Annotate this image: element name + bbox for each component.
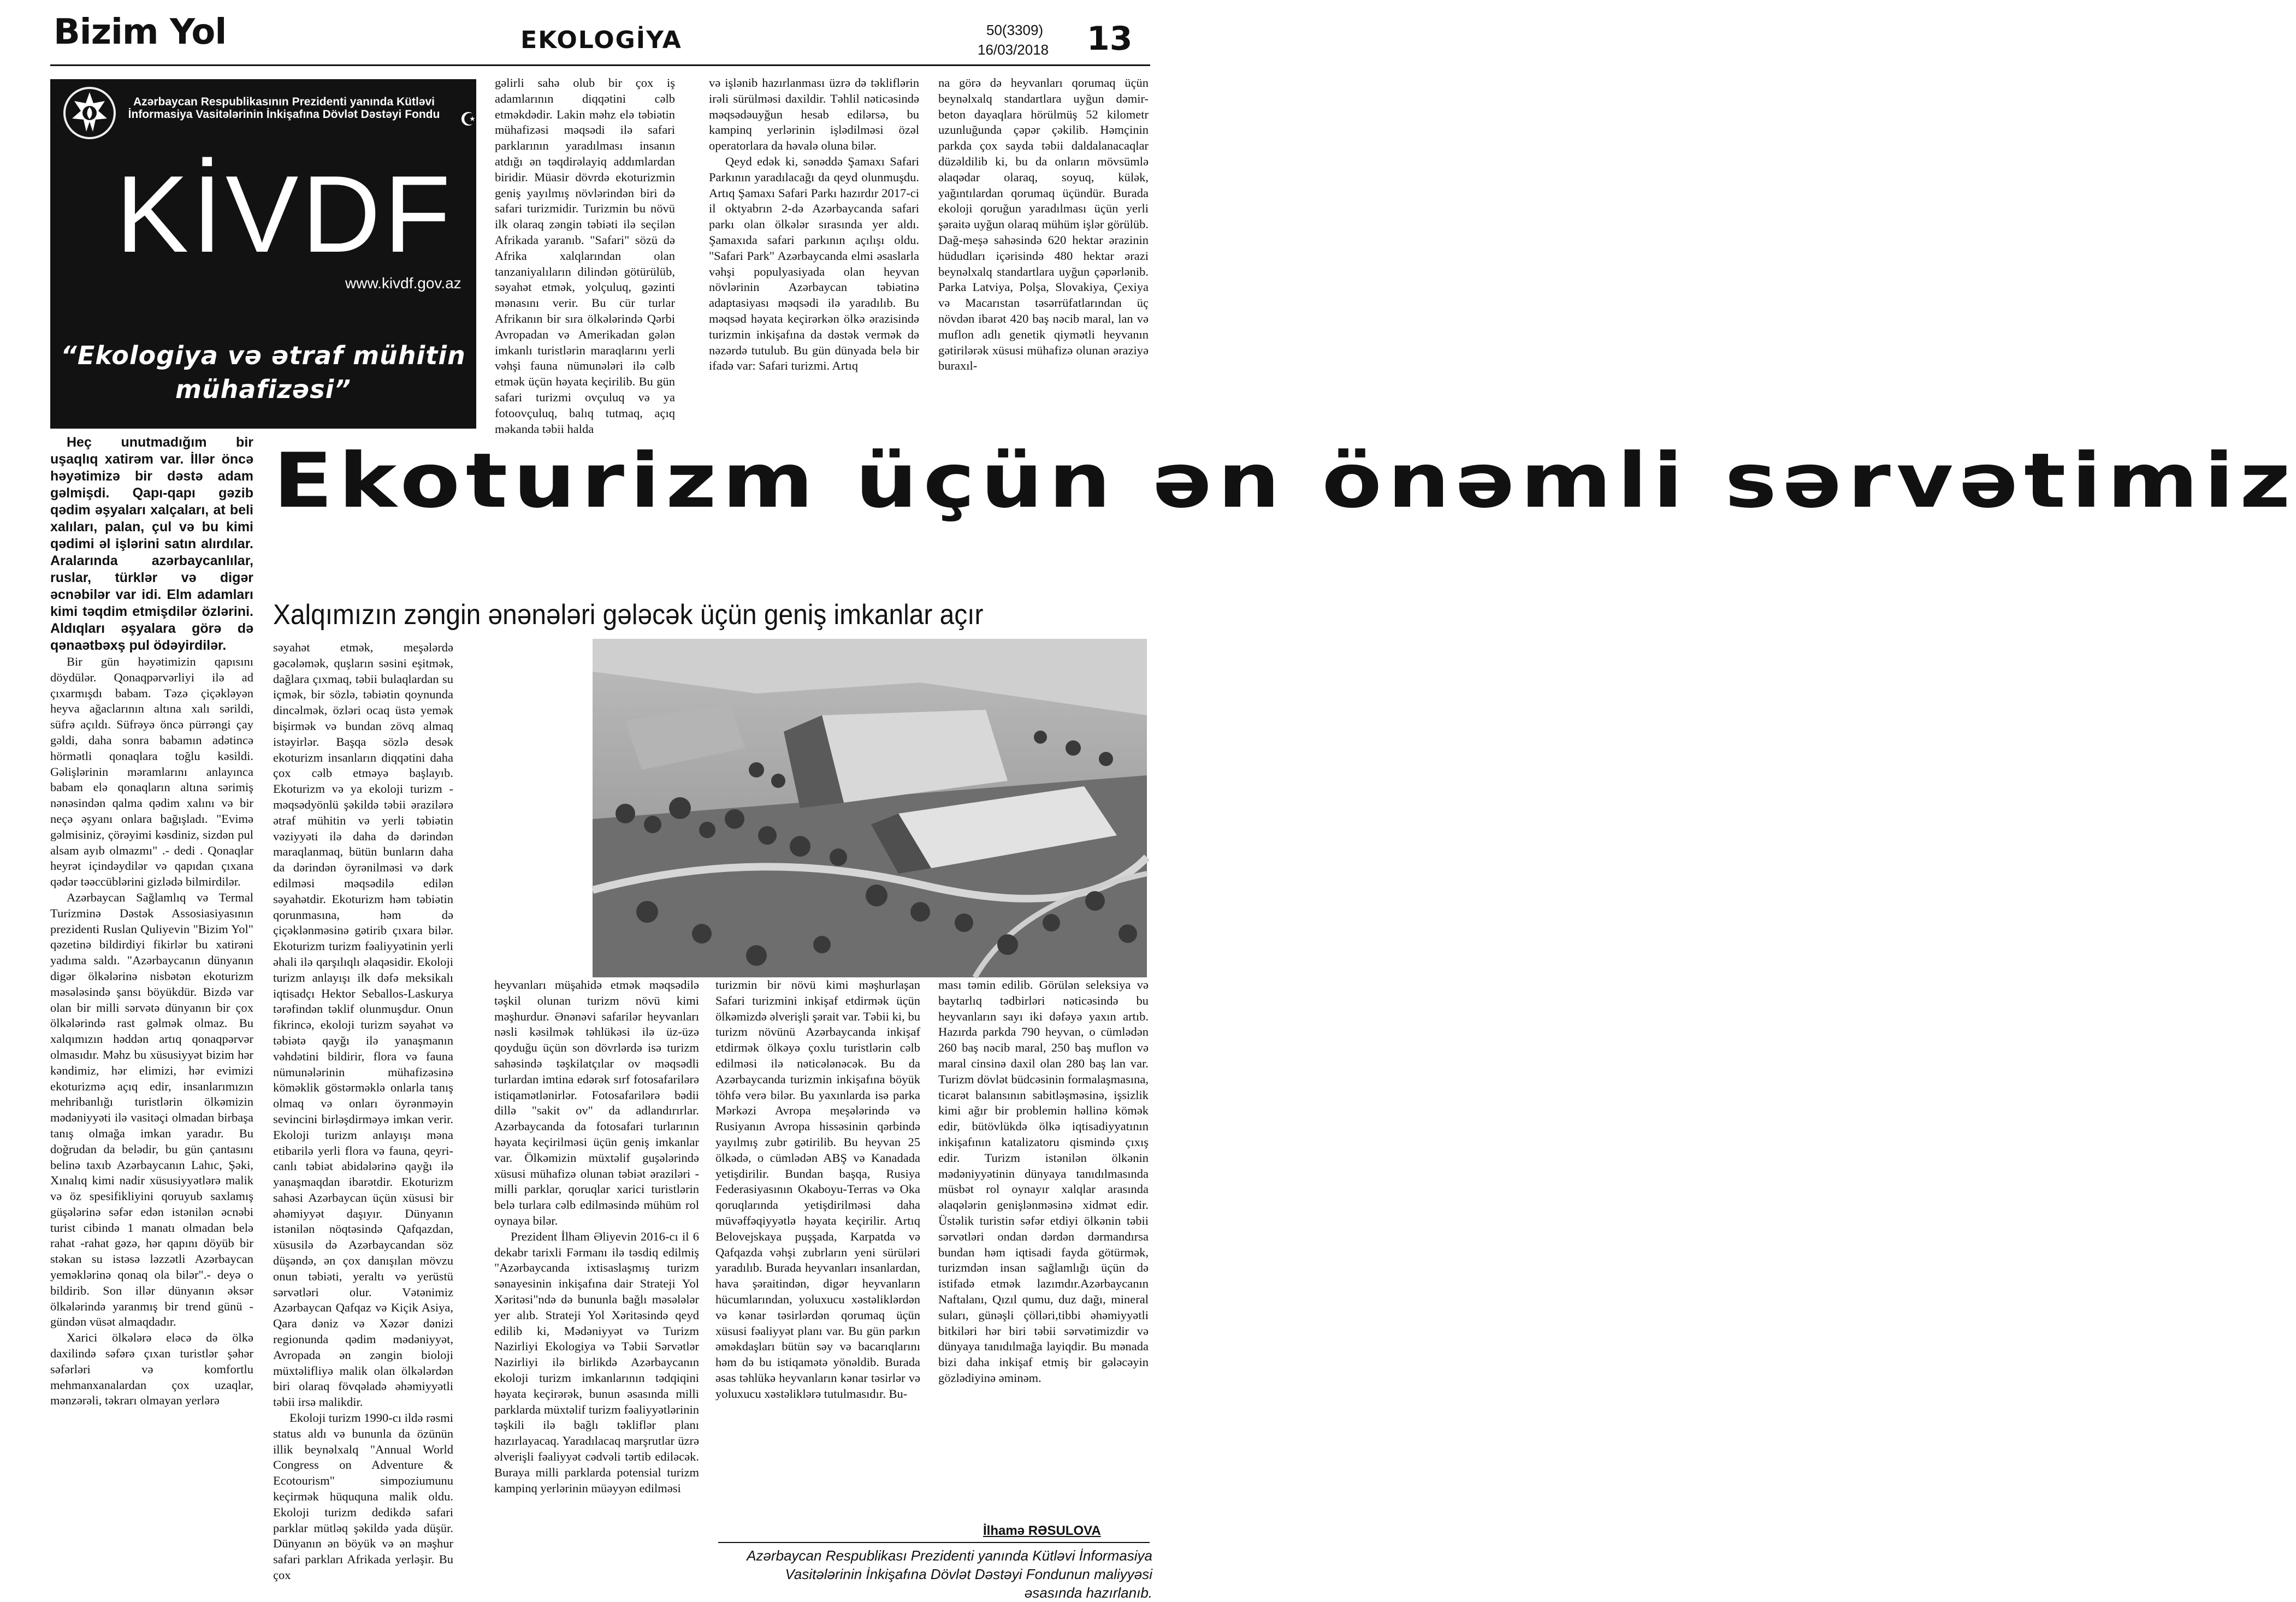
paragraph: na görə də heyvanları qorumaq üçün beynəlxalq standartlara uyğun dəmir-beton dayaqlara hörülmüş 52 kilometr uzunluğunda çəpər çəkilib. Həmçinin parkda çox sayda təbii daldalanacaqlar düzəldilib ki, bu da onların mövsümlə əlaqədar olaraq, soyuq, külək, yağıntılardan qorumaq üçündür. Burada ekoloji qoruğun yaradılması üçün yerli şəraitə uyğun olaraq mühüm işlər görülüb. Dağ-meşə sahəsində 620 hektar ərazinin hüdudları içərisində 480 hektar ərazi beynəlxalq standartlara uyğun çəpərlənib. Parka Latviya, Polşa, Slovakiya, Çexiya və Macarıstan təsərrüfatlarından üç növdən ibarət 420 baş nəcib maral, lan və muflon adlı genetik qiymətli heyvanın gətirilərək xüsusi mühafizə olunan əraziyə buraxıl- xyxy=(938,76,1149,373)
paragraph: Ekoloji turizm 1990-cı ildə rəsmi status aldı və bununla da özünün illik beynəlxalq "Annual World Congress on Adventure & Ecotourism" simpoziumunu keçirmək hüququna malik oldu. Ekoloji turizm dedikdə safari parklar mütləq şəkildə yada düşür. Dünyanın ən böyük və ən məşhur safari parkları Afrikada yerləşir. Bu çox xyxy=(273,1411,453,1582)
funding-note: Azərbaycan Respublikası Prezidenti yanında Kütləvi İnformasiya Vasitələrinin İnkişafına Dövlət Dəstəyi Fondunun maliyyəsi əsasında hazırlanıb. xyxy=(747,1547,1152,1601)
article-column-1 xyxy=(50,434,253,1529)
paragraph: Xarici ölkələrə eləcə də ölkə daxilində səfərə çıxan turistlər şəhər səfərləri və komfortlu mehmanxanalardan çox uzaqlar, mənzərəli, təkrarı olmayan yerlərə xyxy=(50,1331,253,1408)
article-column-4-top xyxy=(938,75,1149,428)
paragraph: gəlirli sahə olub bir çox iş adamlarının diqqətini cəlb etməkdədir. Lakin məhz elə təbiətin mühafizəsi məqsədi ilə safari parklarının yaradılması insanın atdığı ən təqdirəlayiq addımlardan biridir. Müasir dövrdə ekoturizmin geniş yayılmış növlərindən biri də safari turizmidir. Turizmin bu növü ilk olaraq zəngin təbiəti ilə seçilən Afrikada yaranıb. "Safari" sözü də Afrika xalqlarından olan tanzaniyalıların dilindən götürülüb, səyahət etmək, yolçuluq, gəzinti mənasını verir. Bu cür turlar Afrikanın bir sıra ölkələrində Qərbi Avropadan və Amerikadan gələn imkanlı turistlərin maraqlarını yerli vəhşi fauna nümunələri ilə cəlb etmək üçün həyata keçirilib. Bu gün safari turizmi ovçuluq və ya fotoovçuluq, balıq tutmaq, açıq məkanda təbii halda xyxy=(495,76,675,436)
kivdf-promo-box xyxy=(50,79,476,429)
paragraph: turizmin bir növü kimi məşhurlaşan Safari turizmini inkişaf etdirmək üçün ölkəmizdə əlverişli şərait var. Təbii ki, bu turizm növünü Azərbaycanda inkişaf etdirmək ölkəyə çoxlu turistlərin cəlb edilməsi ilə nəticələnəcək. Bu da Azərbaycanda turizmin inkişafına böyük töhfə verə bilər. Bu yaxınlarda isə parka Mərkəzi Avropa meşələrində və Rusiyanın Avropa hissəsinin qərbində yayılmış zubr gətirilib. Bu heyvan 25 ölkədə, o cümlədən ABŞ və Kanadada yetişdirilir. Bundan başqa, Rusiya Federasiyasının Okaboyu-Terras və Oka qoruqlarında yetişdirilməsi daha müvəffəqiyyətlə həyata keçirilir. Artıq Belovejskaya puşşada, Karpatda və Qafqazda vəhşi zubrların yeni sürüləri yaradılıb. Burada heyvanları insanlardan, hava şəraitindən, digər heyvanların hücumlarından, yoluxucu xəstəliklərdən və kənar təsirlərdən qorumaq üçün xüsusi fəaliyyət planı var. Bu gün parkın əməkdaşları bütün səy və bacarıqlarını həm də bu istiqamətə yönəldib. Burada əsas təhlükə heyvanların kənar təsirlər və yoluxucu xəstəliklərə tutulmasıdır. Bu- xyxy=(715,978,920,1401)
park-aerial-photo xyxy=(593,639,1147,977)
article-column-3-lower xyxy=(494,977,699,1542)
issue-date: 16/03/2018 xyxy=(978,41,1049,58)
article-subheadline: Xalqımızın zəngin ənənələri gələcək üçün geniş imkanlar açır xyxy=(273,599,984,631)
fund-name: Azərbaycan Respublikasının Prezidenti yanında Kütləvi İnformasiya Vasitələrinin İnkişafına Dövlət Dəstəyi Fondu xyxy=(128,96,440,121)
paragraph: Azərbaycan Sağlamlıq və Termal Turizminə Dəstək Assosiasiyasının prezidenti Ruslan Quliyevin "Bizim Yol" qəzetinə bildirdiyi fikirlər bu xatirəni yadıma saldı. "Azərbaycanın dünyanın digər ölkələrinə nisbətən ekoturizm məsələsində şansı böyükdür. Bizdə var olan bir milli sərvətə dünyanın bir çox ölkələrində rast gəlmək olmaz. Bu xalqımızın həddən artıq qonaqpərvər olmasıdır. Məhz bu xüsusiyyət bizim hər kəndimiz, hər elimizi, hər evimizi ekoturizmə açıq edir, insanlarımızın mehribanlığı turistlərin ölkəmizin mədəniyyəti ilə vasitəçi olmadan birbaşa tanış olmağa imkan yaradır. Bu doğrudan da belədir, bu gün çantasını belinə taxıb Azərbaycanın Lahıc, Şəki, Xınalıq kimi nadir xüsusiyyətlərə malik və öz spesifikliyini qoruyub saxlamış güşələrinə səfər edən istənilən əcnəbi turist cibində 1 manatı olmadan belə rahat -rahat gəzə, hər qapını döyüb bir stəkan su istəsə ləzzətli Azərbaycan yeməklərinə qonaq ola bilər".- deyə o bildirib. Son illər dünyanın əksər ölkələrində yaranmış bir trend günü -gündən vüsət almaqdadır. xyxy=(50,890,253,1329)
lead-paragraph: Heç unutmadığım bir uşaqlıq xatirəm var. İllər öncə həyətimizə bir dəstə adam gəlmişdi. Qapı-qapı gəzib qədim əşyaları xalçaları, at beli xalıları, palan, çul və bu kimi qədimi əl işlərini satın alırdılar. Aralarında azərbaycanlılar, ruslar, türklər və digər əcnəbilər var idi. Elm adamları kimi təqdim etmişdilər özlərini. Aldıqları əşyalara görə də qənaətbəxş pul ödəyirdilər. xyxy=(50,435,253,653)
paragraph: heyvanları müşahidə etmək məqsədilə təşkil olunan turizm növü kimi məşhurdur. Ənənəvi safarilər heyvanları nəsli kəsilmək təhlükəsi ilə üz-üzə qoyduğu üçün son dövrlərdə isə turizm sahəsində təşkilatçılar ov məqsədli turlardan imtina edərək sırf fotosafarilərə istiqamətlənirlər. Fotosafarilərə bədii dillə "sakit ov" da adlandırırlar. Azərbaycanda da fotosafari turlarının həyata keçirilməsi üçün geniş imkanlar var. Ölkəmizin müxtəlif guşələrində xüsusi mühafizə olunan təbiət əraziləri - milli parklar, qoruqlar xarici turistlərin belə turlara cəlb edilməsində mühüm rol oynaya bilər. xyxy=(494,978,699,1227)
paragraph: Qeyd edək ki, sənəddə Şamaxı Safari Parkının yaradılacağı da qeyd olunmuşdu. Artıq Şamaxı Safari Parkı hazırdır 2017-ci il oktyabrın 2-də Azərbaycanda safari parkı olan ölkələr sırasında yer aldı. Şamaxıda safari parkının açılışı oldu. "Safari Park" Azərbaycanda elmi əsaslarla vəhşi populyasiyada olan heyvan növlərinin Azərbaycan təbiətinə adaptasiyası məqsədi ilə yaradılıb. Bu məqsəd həyata keçirərkən ölkə ərazisində turizmin inkişafına da dəstək vermək də nəzərdə tutulub. Bu gün dünyada belə bir ifadə var: Safari turizmi. Artıq xyxy=(709,154,919,373)
promo-slogan: “Ekologiya və ətraf mühitin mühafizəsi” xyxy=(61,341,466,404)
paragraph: Prezident İlham Əliyevin 2016-cı il 6 dekabr tarixli Fərmanı ilə təsdiq edilmiş "Azərbaycanda ixtisaslaşmış turizm sənayesinin inkişafına dair Strateji Yol Xəritəsi"ndə də bununla bağlı məsələlər yer alıb. Strateji Yol Xəritəsində qeyd edilib ki, Mədəniyyət və Turizm Nazirliyi Ekologiya və Təbii Sərvətlər Nazirliyi ilə birlikdə Azərbaycanın ekoloji turizm imkanlarının tədqiqini həyata keçirərək, bunun əsasında milli parklarda müxtəlif turizm fəaliyyətlərinin təşkili ilə bağlı təkliflər planı hazırlayacaq. Yaradılacaq marşrutlar üzrə əlverişli fəaliyyət cədvəli tərtib ediləcək. Buraya milli parklarda potensial turizm kampinq yerlərinin müəyyən edilməsi xyxy=(494,1229,699,1495)
article-headline: Ekoturizm üçün ən önəmli sərvətimiz xyxy=(273,437,2296,525)
article-column-5-lower xyxy=(938,977,1149,1523)
author-byline: İlhamə RƏSULOVA xyxy=(983,1523,1101,1538)
article-column-2-lower xyxy=(273,640,453,1582)
footer-rule xyxy=(718,1542,1150,1543)
article-column-2-top xyxy=(495,75,675,436)
paragraph: Bir gün həyətimizin qapısını döydülər. Qonaqpərvərliyi ilə ad çıxarmışdı babam. Təzə çiçəkləyən heyva ağaclarının altına xalı sərildi, süfrə açıldı. Süfrəyə öncə pürrəngi çay gəldi, daha sonra babamın adətincə hörmətli qonaqlara toğlu kəsildi. Gəlişlərinin məramlarını anlayınca babam elə qonaqların altına sərimiş nənəsindən qalma qədim xalını və bir neçə əşyanı onlara bağışladı. "Evimə gəlmisiniz, çörəyimi kəsdiniz, sizdən pul alsam ayıb olmazmı" .- dedi . Qonaqlar heyrət içindəydilər və qapıdan çıxana qədər təəccüblərini gizlədə bilmirdilər. xyxy=(50,655,253,889)
paragraph: ması təmin edilib. Görülən seleksiya və baytarlıq tədbirləri nəticəsində bu heyvanların sayı iki dəfəyə yaxın artıb. Hazırda parkda 790 heyvan, o cümlədən 260 baş nəcib maral, 250 baş muflon və maral cinsinə daxil olan 280 baş lan var. Turizm dövlət büdcəsinin formalaşmasına, ticarət balansının sabitləşməsinə, işsizlik kimi ağır bir problemin həllinə kömək edir, bütövlükdə ölkə iqtisadiyyatının inkişafının katalizatoru qismində çıxış edir. Turizm istənilən ölkənin mədəniyyətinin dünyaya tanıdılmasında müsbət rol oynayır xalqlar arasında əlaqələrin genişlənməsinə xidmət edir. Üstəlik turistin səfər etdiyi ölkənin təbii sərvətləri ondan dərdən dərmandırsa bundan həm iqtisadi fayda götürmək, turizmdən insan sağlamlığı üçün də istifadə etmək lazımdır.Azərbaycanın Naftalanı, Qızıl qumu, duz dağı, mineral suları, günəşli çölləri,tibbi əhəmiyyətli bitkiləri hər biri təbii sərvətimizdir və dünyaya tanıdılmağa layiqdir. Bu mənada bizi daha inkişaf etmiş bir gələcəyin gözlədiyinə əminəm. xyxy=(938,978,1149,1385)
paragraph: və işlənib hazırlanması üzrə də təkliflərin irəli sürülməsi daxildir. Təhlil nəticəsində məqsədəuyğun hesab edilərsə, bu kampinq yerlərinin işlədilməsi özəl operatorlara da həvalə oluna bilər. xyxy=(709,76,919,153)
kivdf-logo-text: KİVDF xyxy=(116,153,454,275)
crescent-star-icon: ☪ xyxy=(460,109,477,130)
article-column-4-lower xyxy=(715,977,920,1542)
azerbaijan-emblem-icon xyxy=(63,87,116,139)
page-number: 13 xyxy=(1087,20,1133,58)
kivdf-website[interactable]: www.kivdf.gov.az xyxy=(345,275,461,292)
newspaper-title: Bizim Yol xyxy=(54,12,227,52)
section-title: EKOLOGİYA xyxy=(520,26,682,54)
issue-number: 50(3309) xyxy=(986,22,1044,38)
article-column-3-top xyxy=(709,75,919,428)
paragraph: səyahət etmək, meşələrdə gəcələmək, quşların səsini eşitmək, dağlara çıxmaq, təbii bulaqlardan su içmək, bir sözlə, təbiətin qoynunda dincəlmək, özləri ocaq üstə yemək bişirmək və bundan zövq almaq istəyirlər. Başqa sözlə desək ekoturizm insanların diqqətini daha çox cəlb etməyə başlayıb. Ekoturizm və ya ekoloji turizm - məqsədyönlü şəkildə təbii ərazilərə ətraf mühitin və yerli təbiətin vəziyyəti ilə daha də dərindən maraqlanmaq, bütün bunların daha da dərindən öyrənilməsi və dərk edilməsi məqsədilə edilən səyahətdir. Ekoturizm həm təbiətin qorunmasına, həm də çiçəklənməsinə gətirib çıxara bilər. Ekoturizm turizm fəaliyyətinin yerli əhali ilə qarşılıqlı əlaqəsidir. Ekoloji turizm anlayışı ilk dəfə meksikalı iqtisadçı Hektor Seballos-Laskurya tərəfindən təklif olunmuşdur. Onun fikrincə, ekoloji turizm səyahət və təbiətə qayğı ilə yanaşmanın vəhdətini bildirir, flora və fauna nümunələrinin mühafizəsinə köməklik göstərməklə onlarla tanış olmaq və onları öyrənməyin sevincini birləşdirməyə imkan verir. Ekoloji turizm anlayışı məna etibarilə yerli flora və fauna, qeyri-canlı təbiət abidələrinə qayğı ilə yanaşmaqdan ibarətdir. Ekoturizm sahəsi Azərbaycan üçün xüsusi bir əhəmiyyət daşıyır. Dünyanın istənilən nöqtəsində Qafqazdan, xüsusilə də Azərbaycandan söz düşəndə, ən çox danışılan mövzu onun təbiəti, yeraltı və yerüstü sərvətləri olur. Vətənimiz Azərbaycan Qafqaz və Kiçik Asiya, Qara dəniz və Xəzər dənizi regionunda qədim mədəniyyət, Avropada ən zəngin bioloji müxtəlifliyə malik olan ölkələrdən biri olaraq fövqəladə əhəmiyyətli təbii irsə malikdir. xyxy=(273,640,453,1409)
masthead-rule xyxy=(50,64,1150,66)
